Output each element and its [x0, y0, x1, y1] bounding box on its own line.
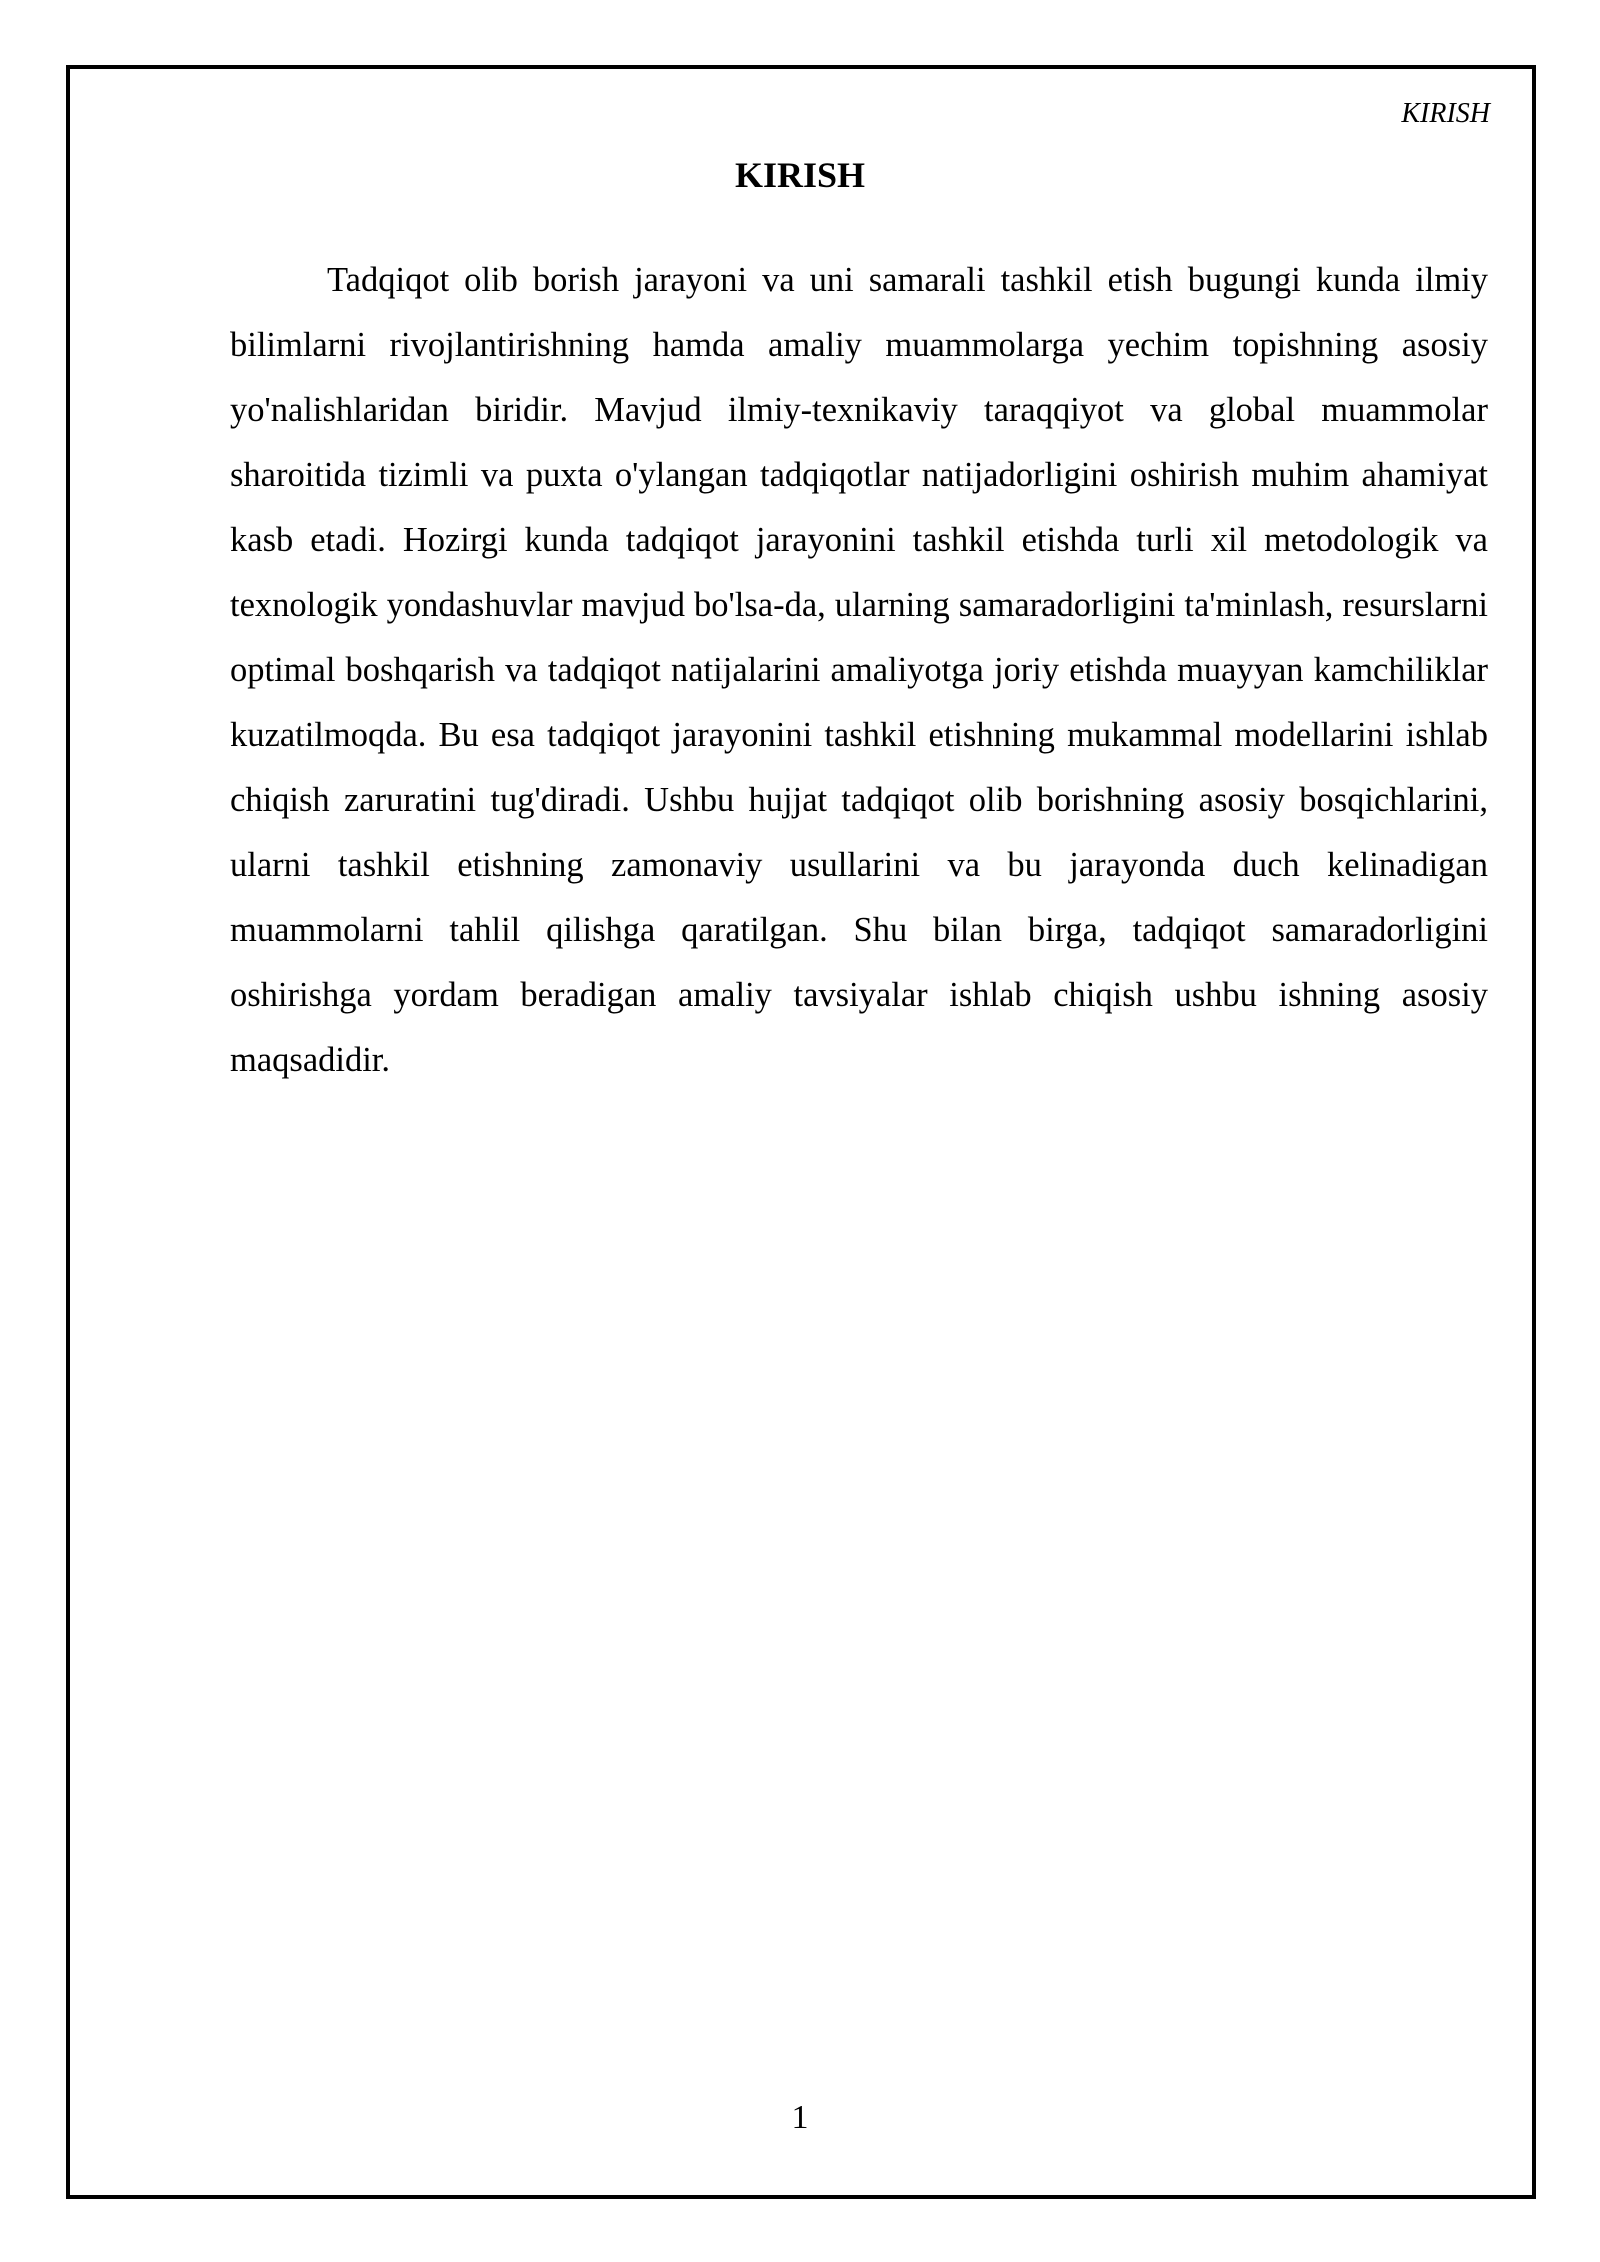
body-paragraph: Tadqiqot olib borish jarayoni va uni samarali tashkil etish bugungi kunda ilmiy bilimlarni rivojlantirishning hamda amaliy muammolarga yechim topishning asosiy yo'nalishlaridan biridir. Mavjud ilmiy-texnikaviy taraqqiyot va global muammolar sharoitida tizimli va puxta o'ylangan tadqiqotlar natijadorligini oshirish muhim ahamiyat kasb etadi. Hozirgi kunda tadqiqot jarayonini tashkil etishda turli xil metodologik va texnologik yondashuvlar mavjud bo'lsa-da, ularning samaradorligini ta'minlash, resurslarni optimal boshqarish va tadqiqot natijalarini amaliyotga joriy etishda muayyan kamchiliklar kuzatilmoqda. Bu esa tadqiqot jarayonini tashkil etishning mukammal modellarini ishlab chiqish zaruratini tug'diradi. Ushbu hujjat tadqiqot olib borishning asosiy bosqichlarini, ularni tashkil etishning zamonaviy usullarini va bu jarayonda duch kelinadigan muammolarni tahlil qilishga qaratilgan. Shu bilan birga, tadqiqot samaradorligini oshirishga yordam beradigan amaliy tavsiyalar ishlab chiqish ushbu ishning asosiy maqsadidir.: [230, 261, 1488, 1079]
page-number: 1: [791, 2099, 809, 2136]
page-title: KIRISH: [734, 155, 866, 195]
running-header: KIRISH: [1401, 98, 1490, 129]
